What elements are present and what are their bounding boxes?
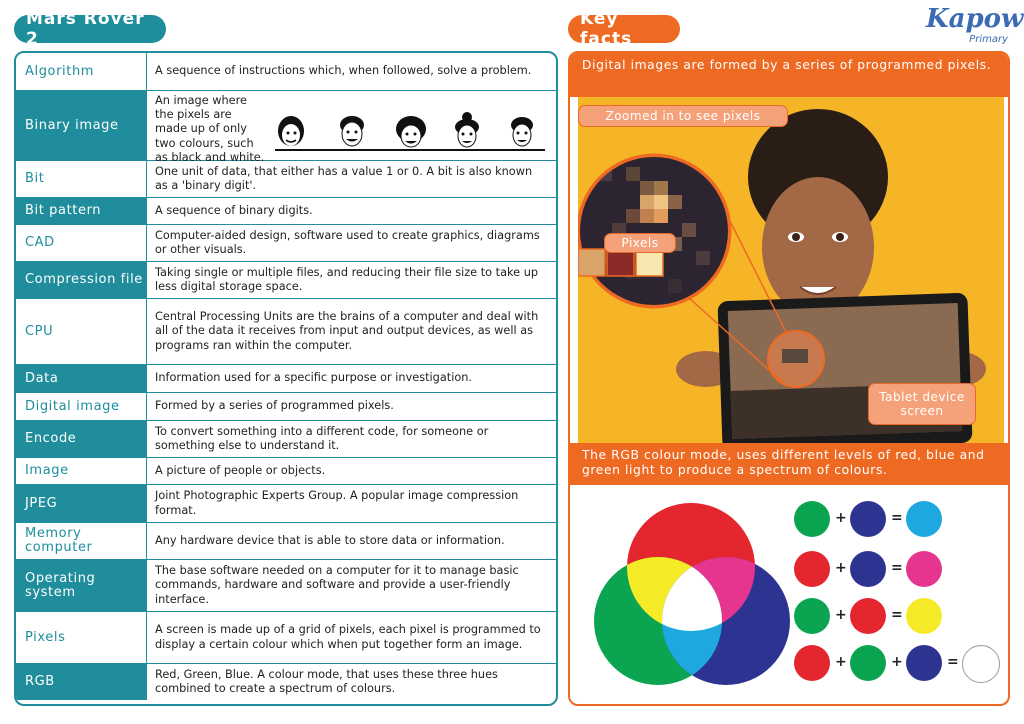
vocab-term: Image	[16, 458, 147, 484]
vocab-term: Digital image	[16, 393, 147, 420]
vocab-term: Pixels	[16, 612, 147, 663]
rgb-venn-diagram	[592, 485, 792, 699]
vocab-row	[16, 612, 556, 664]
kapow-logo	[926, 4, 1024, 46]
vocab-definition: A screen is made up of a grid of pixels, each pixel is programmed to display a certain colour which when put together form an image.	[155, 623, 541, 651]
vocab-term: JPEG	[16, 485, 147, 522]
vocab-term: Data	[16, 365, 147, 392]
vocab-definition: One unit of data, that either has a value 1 or 0. A bit is also known as a 'binary digit'.	[155, 164, 533, 192]
faces-illustration	[275, 111, 545, 155]
page-title: Mars Rover 2	[14, 15, 166, 43]
blue-circle	[850, 501, 886, 537]
magenta-circle	[906, 551, 942, 587]
vocab-definition: A picture of people or objects.	[155, 463, 326, 477]
vocab-row	[16, 458, 556, 485]
vocab-row	[16, 262, 556, 299]
vocab-term: RGB	[16, 664, 147, 700]
red-circle	[794, 645, 830, 681]
vocab-definition: Joint Photographic Experts Group. A popular image compression format.	[155, 489, 519, 517]
vocab-row	[16, 421, 556, 458]
green-circle	[850, 645, 886, 681]
vocab-term: Binary image	[16, 91, 147, 160]
vocab-definition: A sequence of binary digits.	[155, 203, 313, 217]
binary-faces-image	[275, 111, 545, 155]
vocab-definition: Any hardware device that is able to store data or information.	[155, 533, 505, 547]
vocab-row	[16, 53, 556, 91]
vocab-row	[16, 393, 556, 421]
vocab-definition: The base software needed on a computer for it to manage basic commands, hardware and software and provide a user-friendly interface.	[155, 564, 519, 606]
vocab-definition	[147, 91, 556, 164]
vocab-definition: Red, Green, Blue. A colour mode, that uses these three hues combined to create a spectrum of colours.	[155, 667, 498, 695]
vocabulary-table	[14, 51, 558, 706]
vocab-definition: Information used for a specific purpose or investigation.	[155, 371, 472, 385]
vocab-row	[16, 485, 556, 523]
pixels-callout: Pixels	[604, 233, 676, 253]
rgb-colour-mixing	[578, 485, 1004, 703]
vocab-row	[16, 664, 556, 700]
plus-sign: +	[835, 654, 847, 670]
vocab-definition: Taking single or multiple files, and reducing their file size to take up less digital storage space.	[155, 265, 539, 293]
child-tablet-photo	[578, 97, 1004, 443]
vocab-definition: A sequence of instructions which, when followed, solve a problem.	[155, 64, 532, 78]
green-circle	[794, 501, 830, 537]
rgb-description: The RGB colour mode, uses different levels of red, blue and green light to produce a spectrum of colours.	[570, 443, 1008, 485]
white-circle	[962, 645, 1000, 683]
vocab-term: Compression file	[16, 262, 147, 298]
plus-sign: +	[835, 560, 847, 576]
key-facts-title: Key facts	[568, 15, 680, 43]
red-circle	[794, 551, 830, 587]
vocab-term: CAD	[16, 225, 147, 261]
equals-sign: =	[891, 607, 903, 623]
logo-main-text: Kapow	[926, 4, 1024, 34]
vocab-row	[16, 299, 556, 365]
vocab-term: Operating system	[16, 560, 147, 611]
vocab-definition: Formed by a series of programmed pixels.	[155, 399, 394, 413]
vocab-row	[16, 161, 556, 198]
red-circle	[850, 598, 886, 634]
vocab-row	[16, 225, 556, 262]
vocab-definition-text: An image where the pixels are made up of only two colours, such as black and white.	[155, 94, 265, 164]
vocab-term: Bit	[16, 161, 147, 197]
vocab-definition: Computer-aided design, software used to create graphics, diagrams or other visuals.	[155, 228, 540, 256]
yellow-circle	[906, 598, 942, 634]
plus-sign: +	[835, 510, 847, 526]
vocab-definition: Central Processing Units are the brains of a computer and deal with all of the data it receives from input and output devices, as well as programs ran within the computer.	[155, 310, 539, 352]
vocab-term: Algorithm	[16, 53, 147, 90]
green-circle	[794, 598, 830, 634]
vocab-definition: To convert something into a different code, for someone or something else to understand it.	[155, 424, 489, 452]
plus-sign: +	[835, 607, 847, 623]
vocab-row	[16, 560, 556, 612]
logo-sub-text: Primary	[969, 34, 1008, 45]
cyan-circle	[906, 501, 942, 537]
tablet-callout: Tablet device screen	[868, 383, 976, 425]
vocab-term: CPU	[16, 299, 147, 364]
blue-circle	[906, 645, 942, 681]
blue-circle	[850, 551, 886, 587]
vocab-term: Encode	[16, 421, 147, 457]
vocab-term: Memory computer	[16, 523, 147, 559]
vocab-row	[16, 365, 556, 393]
vocab-row	[16, 91, 556, 164]
equals-sign: =	[947, 654, 959, 670]
vocab-row	[16, 523, 556, 560]
vocab-row	[16, 198, 556, 225]
plus-sign: +	[891, 654, 903, 670]
facts-intro: Digital images are formed by a series of programmed pixels.	[570, 53, 1008, 97]
zoom-callout: Zoomed in to see pixels	[578, 105, 788, 127]
equals-sign: =	[891, 560, 903, 576]
equals-sign: =	[891, 510, 903, 526]
key-facts-panel	[568, 51, 1010, 706]
vocab-term: Bit pattern	[16, 198, 147, 224]
